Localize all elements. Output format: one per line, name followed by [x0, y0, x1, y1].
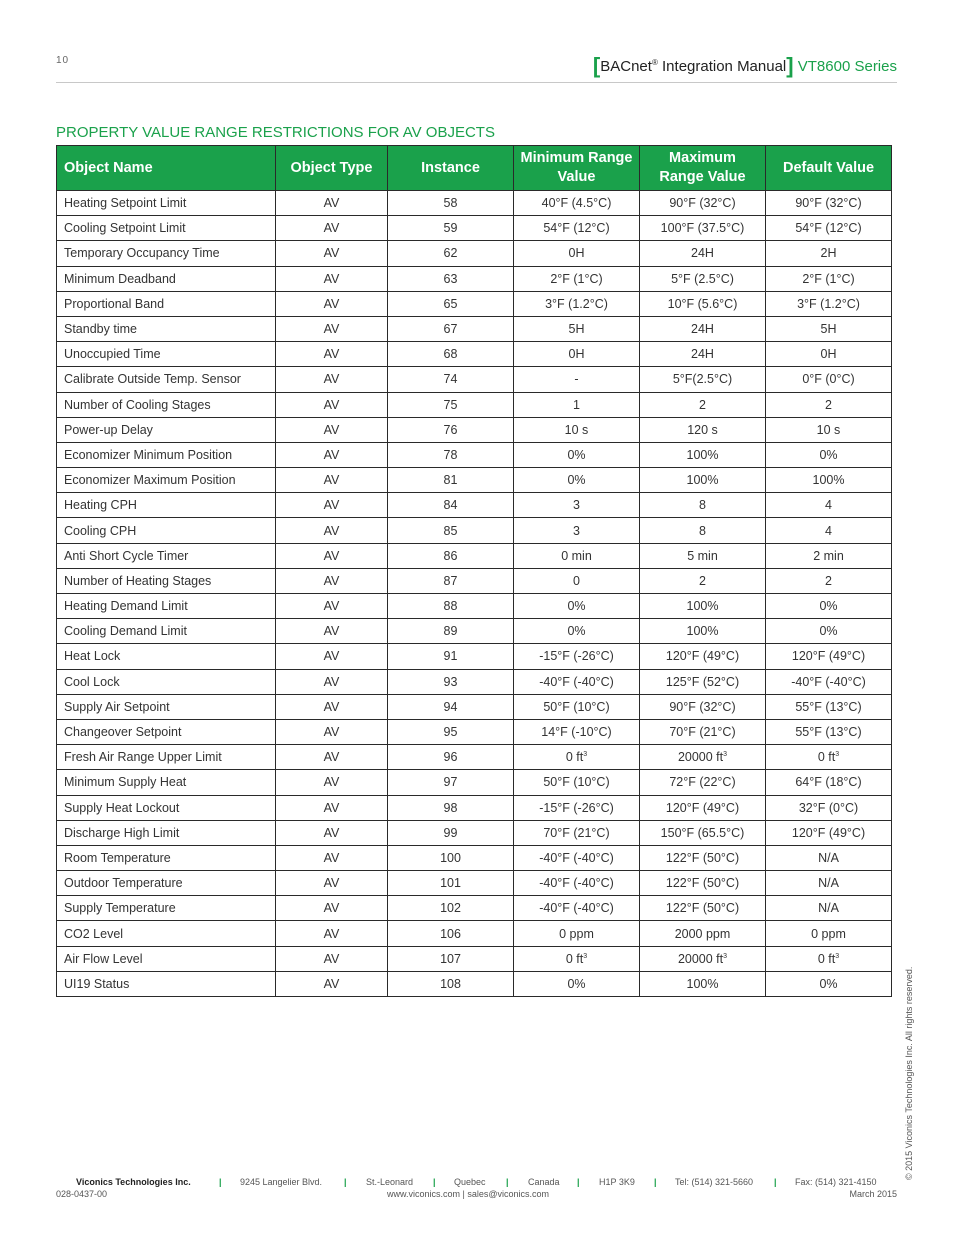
table-row: [57, 946, 892, 971]
footer-separator: |: [433, 1177, 436, 1187]
max-range-cell: 70°F (21°C): [640, 719, 766, 744]
min-range-cell: 50°F (10°C): [514, 694, 640, 719]
default-value-cell: 0H: [766, 342, 892, 367]
instance-cell: 89: [388, 619, 514, 644]
publication-date: March 2015: [849, 1189, 897, 1199]
min-range-cell: -15°F (-26°C): [514, 795, 640, 820]
footer-address: 9245 Langelier Blvd.: [240, 1177, 323, 1187]
min-range-cell: 54°F (12°C): [514, 216, 640, 241]
instance-cell: 106: [388, 921, 514, 946]
instance-cell: 101: [388, 871, 514, 896]
footer-telephone: Tel: (514) 321-5660: [675, 1177, 754, 1187]
default-value-cell: 4: [766, 518, 892, 543]
registered-mark: ®: [651, 58, 658, 67]
table-row: [57, 845, 892, 870]
table-row: [57, 644, 892, 669]
min-range-cell: -40°F (-40°C): [514, 669, 640, 694]
footer-separator: |: [219, 1177, 222, 1187]
table-row: [57, 316, 892, 341]
min-range-cell: 0%: [514, 594, 640, 619]
max-range-cell: 24H: [640, 316, 766, 341]
object-type-cell: AV: [276, 191, 388, 216]
instance-cell: 95: [388, 719, 514, 744]
object-type-cell: AV: [276, 795, 388, 820]
min-range-cell: 0 $ft^3$: [514, 946, 640, 971]
default-value-cell: 120°F (49°C): [766, 644, 892, 669]
max-range-cell: 100%: [640, 971, 766, 996]
object-name-cell: Proportional Band: [57, 291, 276, 316]
default-value-cell: 2H: [766, 241, 892, 266]
series-name: VT8600 Series: [797, 58, 897, 75]
object-name-cell: UI19 Status: [57, 971, 276, 996]
max-range-cell: 122°F (50°C): [640, 845, 766, 870]
object-type-cell: AV: [276, 468, 388, 493]
object-type-cell: AV: [276, 291, 388, 316]
table-row: [57, 896, 892, 921]
object-type-cell: AV: [276, 946, 388, 971]
max-range-cell: 2: [640, 568, 766, 593]
default-value-cell: N/A: [766, 845, 892, 870]
instance-cell: 94: [388, 694, 514, 719]
instance-cell: 76: [388, 417, 514, 442]
object-type-cell: AV: [276, 518, 388, 543]
column-header: Minimum Range Value: [514, 146, 640, 191]
object-name-cell: Fresh Air Range Upper Limit: [57, 745, 276, 770]
object-name-cell: Room Temperature: [57, 845, 276, 870]
table-row: [57, 921, 892, 946]
object-name-cell: Supply Air Setpoint: [57, 694, 276, 719]
object-name-cell: Heat Lock: [57, 644, 276, 669]
min-range-cell: 0%: [514, 619, 640, 644]
max-range-cell: 72°F (22°C): [640, 770, 766, 795]
instance-cell: 68: [388, 342, 514, 367]
min-range-cell: 50°F (10°C): [514, 770, 640, 795]
min-range-cell: 3: [514, 518, 640, 543]
av-objects-table: [56, 145, 892, 997]
object-type-cell: AV: [276, 493, 388, 518]
max-range-cell: 100%: [640, 442, 766, 467]
max-range-cell: 100°F (37.5°C): [640, 216, 766, 241]
object-type-cell: AV: [276, 644, 388, 669]
instance-cell: 85: [388, 518, 514, 543]
table-row: [57, 241, 892, 266]
min-range-cell: -: [514, 367, 640, 392]
object-name-cell: Number of Heating Stages: [57, 568, 276, 593]
default-value-cell: 32°F (0°C): [766, 795, 892, 820]
max-range-cell: 150°F (65.5°C): [640, 820, 766, 845]
footer-separator: |: [654, 1177, 657, 1187]
instance-cell: 84: [388, 493, 514, 518]
default-value-cell: 0%: [766, 442, 892, 467]
min-range-cell: -40°F (-40°C): [514, 845, 640, 870]
max-range-cell: 122°F (50°C): [640, 896, 766, 921]
instance-cell: 102: [388, 896, 514, 921]
table-row: [57, 266, 892, 291]
footer-separator: |: [462, 1189, 465, 1199]
object-name-cell: Economizer Minimum Position: [57, 442, 276, 467]
instance-cell: 88: [388, 594, 514, 619]
default-value-cell: 2: [766, 568, 892, 593]
default-value-cell: 2°F (1°C): [766, 266, 892, 291]
default-value-cell: 4: [766, 493, 892, 518]
min-range-cell: 0%: [514, 442, 640, 467]
bracket-close: ]: [786, 53, 794, 78]
instance-cell: 62: [388, 241, 514, 266]
object-type-cell: AV: [276, 971, 388, 996]
object-type-cell: AV: [276, 921, 388, 946]
max-range-cell: 125°F (52°C): [640, 669, 766, 694]
instance-cell: 96: [388, 745, 514, 770]
min-range-cell: 1: [514, 392, 640, 417]
max-range-cell: 5°F (2.5°C): [640, 266, 766, 291]
website-link[interactable]: www.viconics.com: [387, 1189, 461, 1199]
object-name-cell: Temporary Occupancy Time: [57, 241, 276, 266]
object-name-cell: CO2 Level: [57, 921, 276, 946]
object-name-cell: Heating Demand Limit: [57, 594, 276, 619]
max-range-cell: 8: [640, 493, 766, 518]
default-value-cell: 2 min: [766, 543, 892, 568]
email-link[interactable]: sales@viconics.com: [467, 1189, 550, 1199]
instance-cell: 67: [388, 316, 514, 341]
footer-country: Canada: [528, 1177, 560, 1187]
table-row: [57, 493, 892, 518]
table-row: [57, 442, 892, 467]
footer-postal-code: H1P 3K9: [599, 1177, 635, 1187]
default-value-cell: 2: [766, 392, 892, 417]
default-value-cell: 55°F (13°C): [766, 694, 892, 719]
max-range-cell: 24H: [640, 241, 766, 266]
default-value-cell: 0°F (0°C): [766, 367, 892, 392]
table-header-row: [57, 146, 892, 191]
object-name-cell: Cool Lock: [57, 669, 276, 694]
default-value-cell: 0%: [766, 594, 892, 619]
max-range-cell: 24H: [640, 342, 766, 367]
table-row: [57, 971, 892, 996]
footer-separator: |: [344, 1177, 347, 1187]
instance-cell: 58: [388, 191, 514, 216]
default-value-cell: 0 $ft^3$: [766, 745, 892, 770]
object-type-cell: AV: [276, 820, 388, 845]
object-type-cell: AV: [276, 543, 388, 568]
instance-cell: 65: [388, 291, 514, 316]
instance-cell: 75: [388, 392, 514, 417]
object-name-cell: Anti Short Cycle Timer: [57, 543, 276, 568]
object-name-cell: Outdoor Temperature: [57, 871, 276, 896]
default-value-cell: 120°F (49°C): [766, 820, 892, 845]
footer-province: Quebec: [454, 1177, 486, 1187]
object-name-cell: Minimum Supply Heat: [57, 770, 276, 795]
max-range-cell: 5 min: [640, 543, 766, 568]
instance-cell: 93: [388, 669, 514, 694]
object-type-cell: AV: [276, 619, 388, 644]
object-name-cell: Air Flow Level: [57, 946, 276, 971]
footer-company: Viconics Technologies Inc.: [76, 1177, 191, 1187]
object-type-cell: AV: [276, 568, 388, 593]
manual-header: [593, 53, 897, 79]
document-id: 028-0437-00: [56, 1189, 108, 1199]
table-row: [57, 367, 892, 392]
table-row: [57, 745, 892, 770]
default-value-cell: 90°F (32°C): [766, 191, 892, 216]
default-value-cell: 0%: [766, 971, 892, 996]
table-row: [57, 694, 892, 719]
object-type-cell: AV: [276, 845, 388, 870]
max-range-cell: 90°F (32°C): [640, 191, 766, 216]
min-range-cell: 0: [514, 568, 640, 593]
object-name-cell: Cooling Setpoint Limit: [57, 216, 276, 241]
max-range-cell: 100%: [640, 468, 766, 493]
object-name-cell: Cooling CPH: [57, 518, 276, 543]
object-type-cell: AV: [276, 216, 388, 241]
page-number: 10: [56, 55, 70, 66]
default-value-cell: N/A: [766, 871, 892, 896]
footer-separator: |: [774, 1177, 777, 1187]
instance-cell: 107: [388, 946, 514, 971]
min-range-cell: 2°F (1°C): [514, 266, 640, 291]
instance-cell: 87: [388, 568, 514, 593]
min-range-cell: 14°F (-10°C): [514, 719, 640, 744]
min-range-cell: 40°F (4.5°C): [514, 191, 640, 216]
max-range-cell: 100%: [640, 619, 766, 644]
column-header: Maximum Range Value: [640, 146, 766, 191]
table-row: [57, 518, 892, 543]
max-range-cell: 120 s: [640, 417, 766, 442]
table-row: [57, 594, 892, 619]
footer-fax: Fax: (514) 321-4150: [795, 1177, 877, 1187]
default-value-cell: 0 ppm: [766, 921, 892, 946]
instance-cell: 59: [388, 216, 514, 241]
min-range-cell: 70°F (21°C): [514, 820, 640, 845]
instance-cell: 81: [388, 468, 514, 493]
min-range-cell: 0 $ft^3$: [514, 745, 640, 770]
min-range-cell: -40°F (-40°C): [514, 896, 640, 921]
object-type-cell: AV: [276, 442, 388, 467]
object-name-cell: Power-up Delay: [57, 417, 276, 442]
object-name-cell: Changeover Setpoint: [57, 719, 276, 744]
footer-web-contact: [387, 1189, 549, 1199]
default-value-cell: 5H: [766, 316, 892, 341]
object-type-cell: AV: [276, 316, 388, 341]
instance-cell: 91: [388, 644, 514, 669]
table-row: [57, 795, 892, 820]
max-range-cell: 122°F (50°C): [640, 871, 766, 896]
max-range-cell: 2000 ppm: [640, 921, 766, 946]
table-row: [57, 417, 892, 442]
min-range-cell: 0%: [514, 468, 640, 493]
object-type-cell: AV: [276, 266, 388, 291]
object-type-cell: AV: [276, 694, 388, 719]
object-name-cell: Minimum Deadband: [57, 266, 276, 291]
table-row: [57, 820, 892, 845]
table-row: [57, 719, 892, 744]
instance-cell: 78: [388, 442, 514, 467]
object-type-cell: AV: [276, 417, 388, 442]
object-name-cell: Supply Temperature: [57, 896, 276, 921]
object-name-cell: Cooling Demand Limit: [57, 619, 276, 644]
min-range-cell: 0H: [514, 342, 640, 367]
object-name-cell: Standby time: [57, 316, 276, 341]
default-value-cell: 0%: [766, 619, 892, 644]
max-range-cell: 120°F (49°C): [640, 644, 766, 669]
object-name-cell: Heating CPH: [57, 493, 276, 518]
max-range-cell: 2: [640, 392, 766, 417]
instance-cell: 97: [388, 770, 514, 795]
max-range-cell: 20000 $ft^3$: [640, 745, 766, 770]
instance-cell: 63: [388, 266, 514, 291]
table-row: [57, 619, 892, 644]
default-value-cell: -40°F (-40°C): [766, 669, 892, 694]
min-range-cell: 0H: [514, 241, 640, 266]
column-header: Object Type: [276, 146, 388, 191]
column-header: Default Value: [766, 146, 892, 191]
default-value-cell: 64°F (18°C): [766, 770, 892, 795]
object-type-cell: AV: [276, 770, 388, 795]
table-row: [57, 216, 892, 241]
table-row: [57, 669, 892, 694]
object-name-cell: Economizer Maximum Position: [57, 468, 276, 493]
object-name-cell: Calibrate Outside Temp. Sensor: [57, 367, 276, 392]
object-name-cell: Discharge High Limit: [57, 820, 276, 845]
default-value-cell: 10 s: [766, 417, 892, 442]
default-value-cell: 0 $ft^3$: [766, 946, 892, 971]
max-range-cell: 10°F (5.6°C): [640, 291, 766, 316]
default-value-cell: 3°F (1.2°C): [766, 291, 892, 316]
min-range-cell: -40°F (-40°C): [514, 871, 640, 896]
footer-separator: |: [577, 1177, 580, 1187]
object-name-cell: Number of Cooling Stages: [57, 392, 276, 417]
table-body: [57, 191, 892, 997]
instance-cell: 100: [388, 845, 514, 870]
default-value-cell: 100%: [766, 468, 892, 493]
bracket-open: [: [592, 53, 601, 78]
min-range-cell: 3°F (1.2°C): [514, 291, 640, 316]
object-type-cell: AV: [276, 367, 388, 392]
manual-subtitle: Integration Manual: [657, 58, 787, 75]
table-row: [57, 543, 892, 568]
instance-cell: 108: [388, 971, 514, 996]
instance-cell: 98: [388, 795, 514, 820]
max-range-cell: 100%: [640, 594, 766, 619]
object-type-cell: AV: [276, 669, 388, 694]
table-row: [57, 871, 892, 896]
header-divider: [56, 82, 897, 83]
table-row: [57, 568, 892, 593]
object-type-cell: AV: [276, 241, 388, 266]
min-range-cell: 0%: [514, 971, 640, 996]
object-type-cell: AV: [276, 342, 388, 367]
footer-city: St.-Leonard: [366, 1177, 414, 1187]
object-name-cell: Supply Heat Lockout: [57, 795, 276, 820]
instance-cell: 99: [388, 820, 514, 845]
instance-cell: 74: [388, 367, 514, 392]
column-header: Object Name: [57, 146, 276, 191]
footer-separator: |: [506, 1177, 509, 1187]
max-range-cell: 20000 $ft^3$: [640, 946, 766, 971]
min-range-cell: -15°F (-26°C): [514, 644, 640, 669]
max-range-cell: 8: [640, 518, 766, 543]
default-value-cell: 55°F (13°C): [766, 719, 892, 744]
min-range-cell: 3: [514, 493, 640, 518]
table-row: [57, 468, 892, 493]
object-name-cell: Heating Setpoint Limit: [57, 191, 276, 216]
section-title: PROPERTY VALUE RANGE RESTRICTIONS FOR AV OBJECTS: [56, 124, 495, 141]
min-range-cell: 10 s: [514, 417, 640, 442]
object-type-cell: AV: [276, 745, 388, 770]
max-range-cell: 90°F (32°C): [640, 694, 766, 719]
copyright-notice: © 2015 Viconics Technologies Inc. All rights reserved.: [904, 966, 914, 1180]
max-range-cell: 120°F (49°C): [640, 795, 766, 820]
min-range-cell: 0 min: [514, 543, 640, 568]
manual-title: BACnet: [600, 58, 652, 75]
table-row: [57, 770, 892, 795]
default-value-cell: N/A: [766, 896, 892, 921]
table-row: [57, 291, 892, 316]
column-header: Instance: [388, 146, 514, 191]
table-row: [57, 191, 892, 216]
min-range-cell: 0 ppm: [514, 921, 640, 946]
table-row: [57, 342, 892, 367]
object-type-cell: AV: [276, 594, 388, 619]
max-range-cell: 5°F(2.5°C): [640, 367, 766, 392]
object-type-cell: AV: [276, 871, 388, 896]
default-value-cell: 54°F (12°C): [766, 216, 892, 241]
table-row: [57, 392, 892, 417]
instance-cell: 86: [388, 543, 514, 568]
object-type-cell: AV: [276, 896, 388, 921]
object-type-cell: AV: [276, 392, 388, 417]
object-name-cell: Unoccupied Time: [57, 342, 276, 367]
min-range-cell: 5H: [514, 316, 640, 341]
object-type-cell: AV: [276, 719, 388, 744]
